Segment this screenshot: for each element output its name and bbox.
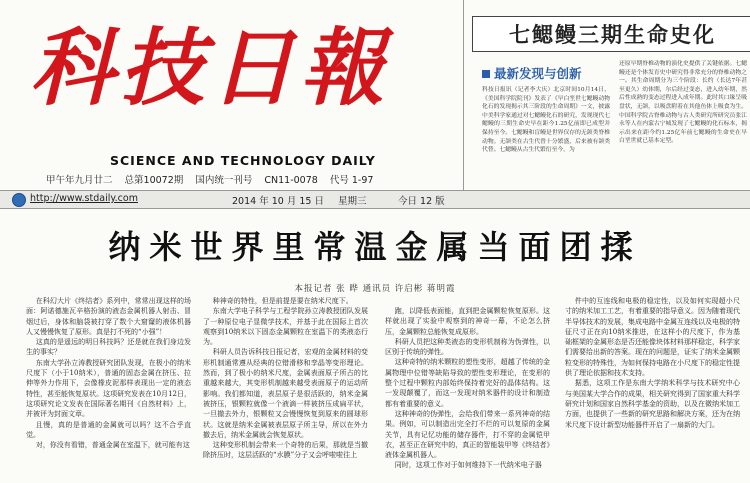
- postal-code: 代号 1-97: [329, 175, 374, 186]
- serial-number: CN11-0078: [264, 175, 318, 186]
- masthead-meta: [46, 172, 382, 186]
- paragraph: 科研人员把这种类液态的变形机制称为伪弹性，以区别于传统的弹性。: [385, 337, 550, 357]
- article-column-1: [26, 296, 191, 483]
- paragraph: 对，你没有看错，普通金属在室温下，就可能有这: [35, 441, 190, 450]
- page-count: 今日 12 版: [398, 196, 445, 207]
- paragraph: 这种奇特的纳米颗粒的塑性变形，超越了传统的金属物理中位错等缺陷导致的塑性变形理论，在变形的整个过程中颗粒内部始终保持着完好的晶体结构。这一发现颠覆了，而这一发现对纳米器件的设计和制造都有着重要的意义。: [385, 358, 550, 408]
- article-column-3: [385, 306, 550, 483]
- article-column-4: [565, 296, 740, 483]
- teaser-column-2: 还原早期脊椎动物的演化史提供了关键依据。七鳃鳗还是个体发育史中研究得非常充分的脊椎动物之一。其生命周期分为三个阶段：长约（长达7年甚至更久）幼体期，尔后经过变态，进入幼年期，然后性成熟的变态过程进入成年期。此时其口缘呈吸盘状，无颌，以吸盘附着在其他鱼体上吸食为生。中国科学院古脊椎动物与古人类研究所研究员张江永等人在内蒙古宁城发现了七鳃鳗的化石标本，揭示出来在距今约1.25亿年前七鳃鳗的生命史在早白垩世就已基本定型。: [619, 61, 747, 145]
- issue-date: 2014 年 10 月 15 日: [232, 196, 324, 207]
- paragraph: 科研人员告诉科技日报记者，宏观的金属材料的变形机制通常遵从经典的位错滑移和孪晶等变形理论。然而，到了极小的纳米尺度，金属表面原子所占的比重越来越大，其变形机制越来越受表面原子的运动所影响。我们都知道，表层原子是很活跃的，纳米金属被挤压，银颗粒就像一个液滴一样被挤压成扁平状，一旦撤去外力，银颗粒又会慢慢恢复到原来的圆球形状。这就是纳米金属被表层原子所主导，所以在外力撤去后，纳米金属就会恢复原状。: [203, 348, 368, 439]
- teaser-subtitle-text: 最新发现与创新: [494, 66, 582, 81]
- issue-number: 总第10072期: [124, 175, 184, 186]
- paragraph: 东南大学孙立涛教授研究团队发现，在极小的纳米尺度下（小于10纳米），普通的固态金属在挤压、拉伸等外力作用下，会像橡皮泥那样表现出一定的液态特性，甚至能恢复原状。这项研究发表在10月12日，这项研究论文发表在国际著名期刊《自然材料》上，并被评为封面文章。: [26, 358, 191, 419]
- teaser-subtitle: [482, 64, 582, 82]
- paragraph: 件中的互连线和电极的稳定性，以及如何实现超小尺寸的纳米加工工艺，有着重要的指导意义。因为随着现代半导体技术的发展，集成电路中金属互连线以及电极的特征尺寸正在向10纳米推进，在这样小的尺度下，作为基础框架的金属形态是否还能像块体材料那样稳定，科学家们需要给出新的答案。现在的问题是，证实了纳米金属颗粒变形的特殊性，为如何保持电路在小尺度下的稳定性提供了理论依据和技术支持。: [565, 297, 740, 378]
- teaser-column-1: 科技日报讯（记者李大庆）北京时间10月14日，《美国科学院院刊》发表了《早白垩世七鳃鳗动物化石的发现揭示其三阶段的生命周期》一文，披露中美科学家通过对七鳃鳗化石的研究，发现现代七鳃鳗的三期生命史早在距今1.25亿前即已成型并保持至今。七鳃鳗和盲鳗是世界仅存的无颌类脊椎动物。无颌类在古生代曾十分繁盛，后来被有颌类代替。七鳃鳗从古生代繁衍至今，为: [482, 87, 610, 154]
- weekday: 星期三: [338, 196, 367, 207]
- lunar-date: 甲午年九月廿二: [46, 175, 113, 186]
- teaser-title[interactable]: 七鳃鳗三期生命史化: [472, 16, 750, 52]
- globe-icon: [12, 193, 26, 207]
- paragraph: 这真的是遥远的明日科技吗？还是就在我们身边发生的事实？: [26, 338, 191, 357]
- article-column-2: [203, 296, 368, 483]
- square-bullet-icon: [482, 70, 490, 78]
- website-link[interactable]: http://www.stdaily.com: [30, 193, 138, 204]
- paragraph: 跑，以降低表面能，直到把金属颗粒恢复原形。这样就出现了实验中观察到的神奇一幕，不论怎么挤压，金属颗粒总能恢复成原形。: [385, 307, 550, 336]
- paragraph: 据悉，这项工作是东南大学纳米科学与技术研究中心与美国某大学合作的成果，相关研究得到了国家重大科学研究计划和国家自然科学基金的资助，以及在微纳米加工方面，也提供了一些新的研究思路和解决方案，还为在纳米尺度下设计新型功能器件开启了一扇新的大门。: [565, 379, 740, 429]
- paragraph: 这种变形机制会带来一个奇特的后果，那就是当撤除挤压时，这层活跃的“水膜”分子又会呼啦啦往上: [203, 441, 368, 460]
- paragraph: 在科幻大片《终结者》系列中，常常出现这样的场面：阿诺德施瓦辛格扮演的液态金属机器人射击、冒烟过后，身体和脑袋被打穿了数个大窟窿的液体机器人又慢慢恢复了原形。真是打不死的“小强”！: [26, 297, 191, 336]
- masthead-title-cn: 科技日報: [30, 18, 391, 117]
- article-headline[interactable]: 纳米世界里常温金属当面团揉: [108, 228, 642, 266]
- paragraph: 且慢，真的是普通的金属就可以吗？这不合乎直觉。: [26, 420, 191, 439]
- paragraph: 这种神奇的伪弹性，会给我们带来一系列神奇的结果。例如，可以制造出完全打不烂的可以复原的金属关节，具有记忆功能的储存器件，打不穿的金属铠甲衣，甚至正在研究中的，真正的智能装甲等《终结者》液体金属机器人。: [385, 409, 550, 460]
- article-byline: 本报记者 张 晔 通讯员 许启彬 蒋明霞: [294, 284, 456, 294]
- info-bar: [0, 190, 750, 209]
- masthead-title-en: SCIENCE AND TECHNOLOGY DAILY: [110, 153, 376, 168]
- paragraph: 东南大学电子科学与工程学院孙立涛教授团队发展了一种原位电子显微学技术，并基于此在国际上首次观察到10纳米以下固态金属颗粒在室温下的类液态行为。: [203, 307, 368, 347]
- paragraph: 种神奇的特性，但是前提是要在纳米尺度下。: [212, 297, 353, 305]
- serial-label: 国内统一刊号: [195, 175, 253, 186]
- paragraph: 同时，这项工作对于如何维持下一代纳米电子器: [394, 461, 542, 470]
